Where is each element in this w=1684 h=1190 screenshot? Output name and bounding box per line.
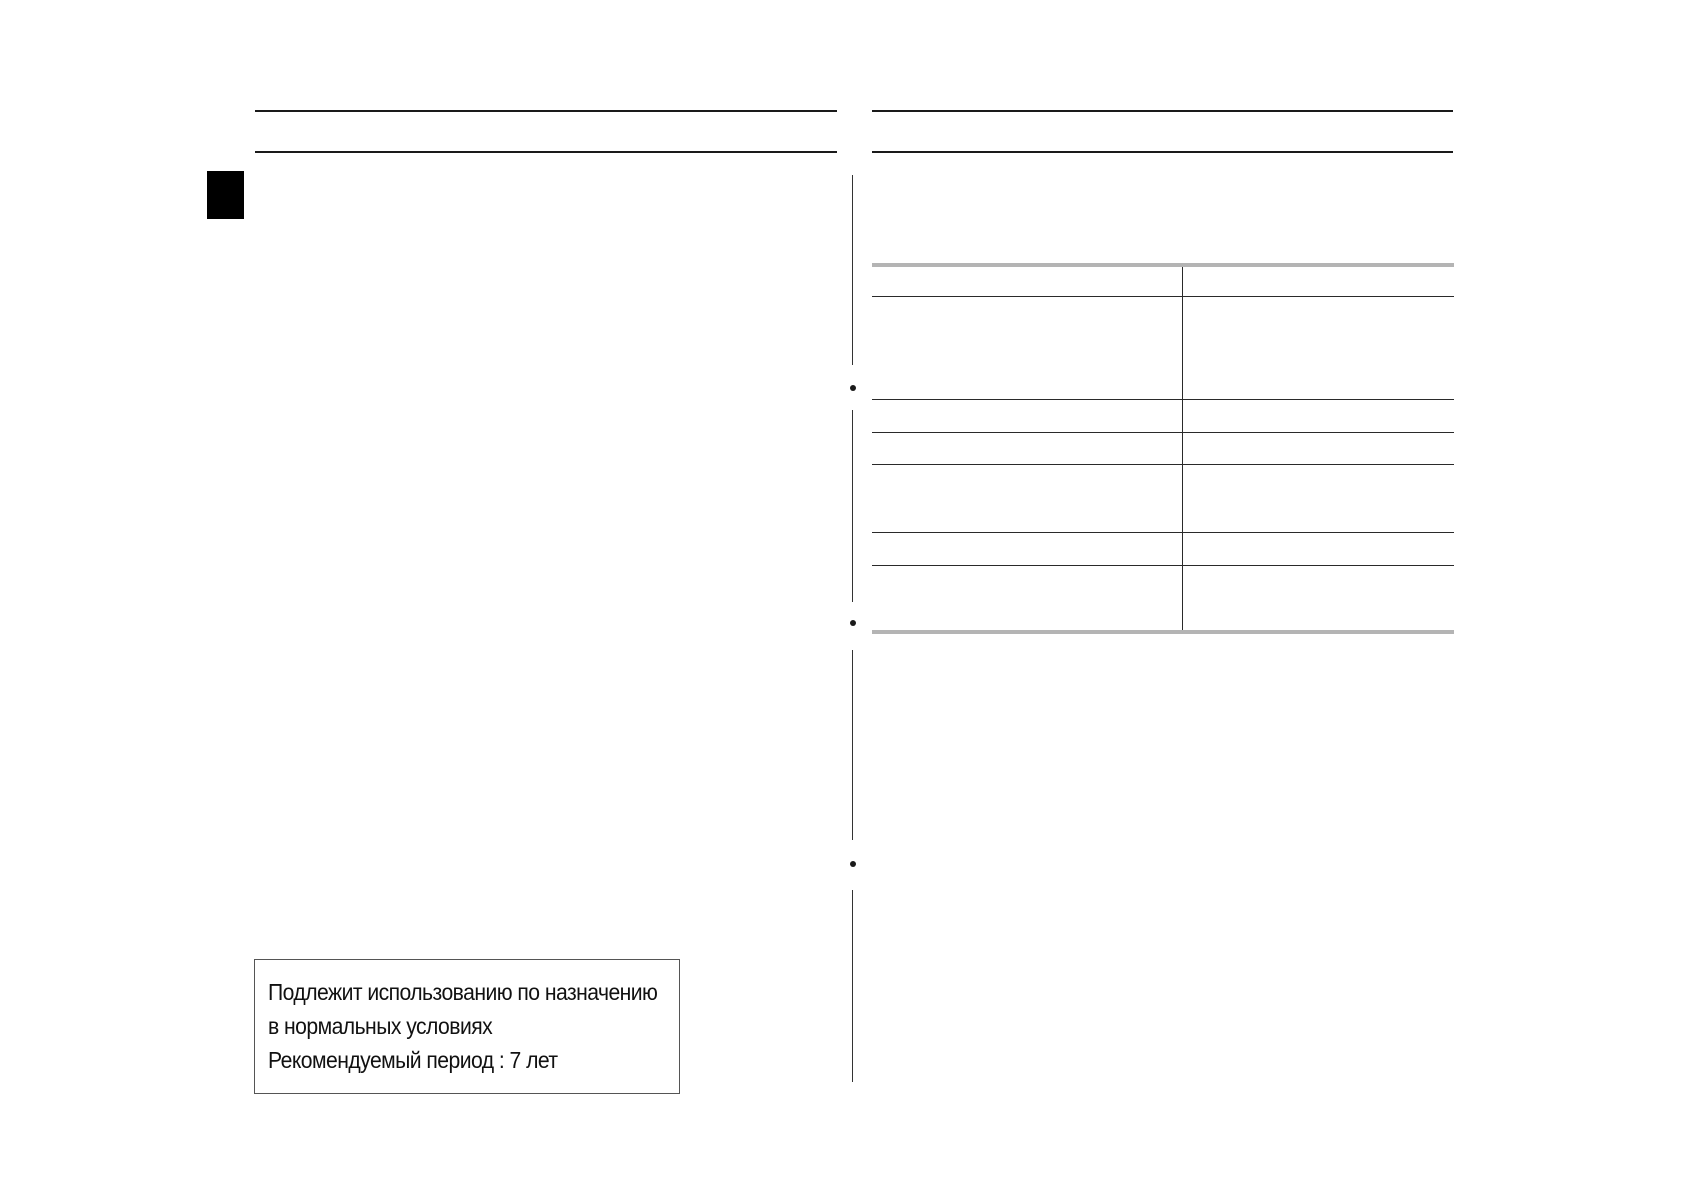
- specification-table: [872, 263, 1454, 634]
- left-header-bottom-rule: [255, 151, 837, 153]
- column-divider-segment: [852, 410, 853, 602]
- table-row-divider: [872, 464, 1454, 465]
- table-row-divider: [872, 432, 1454, 433]
- service-life-notice: [254, 959, 680, 1094]
- table-row-divider: [872, 532, 1454, 533]
- table-row-divider: [872, 565, 1454, 566]
- bullet-dot: [850, 861, 856, 867]
- right-header-top-rule: [872, 110, 1453, 112]
- table-column-divider: [1182, 267, 1183, 630]
- column-divider-segment: [852, 650, 853, 840]
- notice-line-2: в нормальных условиях: [268, 1013, 493, 1039]
- bullet-dot: [850, 620, 856, 626]
- bullet-dot: [850, 385, 856, 391]
- left-header-top-rule: [255, 110, 837, 112]
- column-divider-segment: [852, 175, 853, 365]
- table-row-divider: [872, 296, 1454, 297]
- table-bottom-border: [872, 630, 1454, 634]
- table-row-divider: [872, 399, 1454, 400]
- notice-line-3: Рекомендуемый период : 7 лет: [268, 1047, 558, 1073]
- column-divider-segment: [852, 890, 853, 1082]
- table-top-border: [872, 263, 1454, 267]
- notice-line-1: Подлежит использованию по назначению: [268, 979, 658, 1005]
- right-header-bottom-rule: [872, 151, 1453, 153]
- language-tab-marker: [207, 171, 244, 219]
